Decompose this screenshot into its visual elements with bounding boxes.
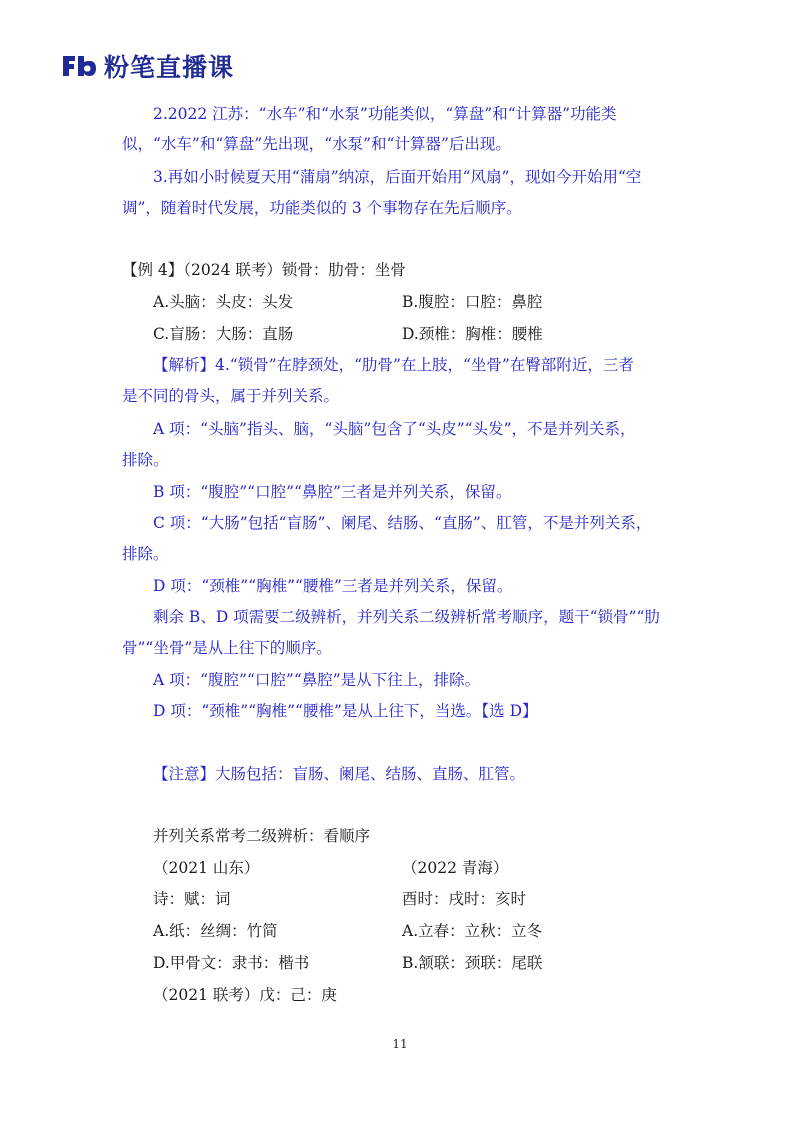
summary-right-source-1: （2022 青海） [402, 859, 509, 877]
brand-logo [60, 50, 234, 82]
note-2-line-1: 2.2022 江苏：“水车”和“水泵”功能类似，“算盘”和“计算器”功能类 [153, 105, 617, 123]
analysis-line-2: 是不同的骨头，属于并列关系。 [122, 387, 340, 405]
attention-note: 【注意】大肠包括：盲肠、阑尾、结肠、直肠、肛管。 [153, 765, 526, 783]
analysis-c-line-2: 排除。 [122, 545, 169, 563]
summary-right-row-3: B.颔联：颈联：尾联 [402, 954, 543, 972]
summary-left-row-2: A.纸：丝绸：竹简 [153, 922, 278, 940]
fb-logo-icon [60, 53, 98, 79]
summary-left-source-2: （2021 联考）戊：己：庚 [153, 986, 337, 1004]
option-b: B.腹腔：口腔：鼻腔 [402, 293, 543, 311]
option-d: D.颈椎：胸椎：腰椎 [402, 325, 543, 343]
note-3-line-2: 调”，随着时代发展，功能类似的 3 个事物存在先后顺序。 [122, 199, 522, 217]
summary-left-source-1: （2021 山东） [153, 859, 260, 877]
analysis-d-line: D 项：“颈椎”“胸椎”“腰椎”三者是并列关系，保留。 [153, 577, 513, 595]
note-3-line-1: 3.再如小时候夏天用“蒲扇”纳凉，后面开始用“风扇”，现如今开始用“空 [153, 168, 642, 186]
note-2-line-2: 似，“水车”和“算盘”先出现，“水泵”和“计算器”后出现。 [122, 135, 511, 153]
summary-right-row-2: A.立春：立秋：立冬 [402, 922, 543, 940]
analysis-b-line: B 项：“腹腔”“口腔”“鼻腔”三者是并列关系，保留。 [153, 483, 512, 501]
example-stem: 【例 4】（2024 联考）锁骨：肋骨：坐骨 [122, 261, 406, 279]
analysis-c-line-1: C 项：“大肠”包括“盲肠”、阑尾、结肠、“直肠”、肛管，不是并列关系， [153, 514, 652, 532]
summary-right-row-1: 酉时：戌时：亥时 [402, 890, 527, 908]
page-number: 11 [392, 1037, 408, 1051]
option-a: A.头脑：头皮：头发 [153, 293, 294, 311]
brand-name: 粉笔直播课 [104, 53, 235, 82]
analysis-line-1: 【解析】4.“锁骨”在脖颈处，“肋骨”在上肢，“坐骨”在臀部附近，三者 [153, 356, 634, 374]
analysis-a-line-2: 排除。 [122, 451, 169, 469]
analysis-rest-line-1: 剩余 B、D 项需要二级辨析，并列关系二级辨析常考顺序，题干“锁骨”“肋 [153, 608, 660, 626]
analysis-rest-line-2: 骨”“坐骨”是从上往下的顺序。 [122, 639, 332, 657]
summary-left-row-1: 诗：赋：词 [153, 890, 231, 908]
option-c: C.盲肠：大肠：直肠 [153, 325, 294, 343]
analysis-a-line-1: A 项：“头脑”指头、脑，“头脑”包含了“头皮”“头发”，不是并列关系， [153, 420, 636, 438]
analysis-a2-line: A 项：“腹腔”“口腔”“鼻腔”是从下往上，排除。 [153, 671, 481, 689]
summary-heading: 并列关系常考二级辨析：看顺序 [153, 827, 371, 845]
analysis-d2-line: D 项：“颈椎”“胸椎”“腰椎”是从上往下，当选。【选 D】 [153, 702, 538, 720]
summary-left-row-3: D.甲骨文：隶书：楷书 [153, 954, 310, 972]
